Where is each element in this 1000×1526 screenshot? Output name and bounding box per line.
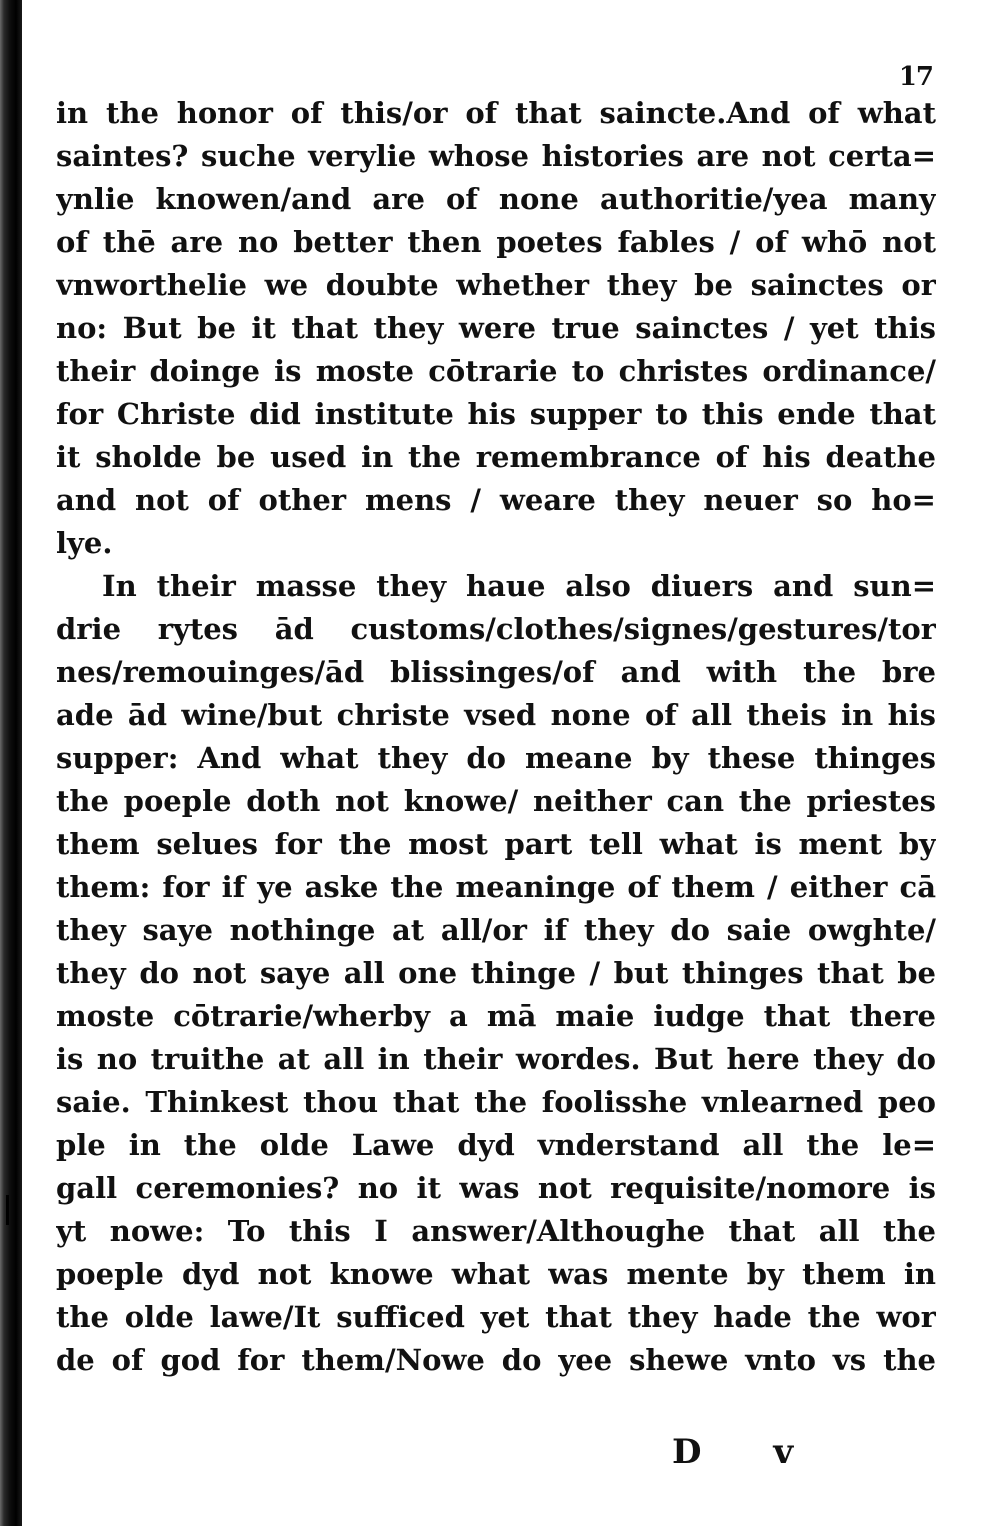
- text-line: drie rytes ād customs/clothes/signes/gestures/tor: [56, 612, 936, 646]
- text-line: the olde lawe/It sufficed yet that they hade the wor: [56, 1300, 936, 1334]
- text-line: gall ceremonies? no it was not requisite/nomore is: [56, 1171, 936, 1205]
- paragraph-end-line: lye.: [56, 526, 113, 560]
- text-line: in the honor of this/or of that saincte.And of what: [56, 96, 936, 130]
- text-line: ade ād wine/but christe vsed none of all theis in his: [56, 698, 936, 732]
- page-text: [56, 92, 936, 1382]
- text-line: saintes? suche verylie whose histories are not certa=: [56, 139, 936, 173]
- folio-number: 17: [898, 62, 933, 92]
- text-line: no: But be it that they were true sainctes / yet this: [56, 311, 936, 345]
- text-line: poeple dyd not knowe what was mente by them in: [56, 1257, 936, 1291]
- text-line: ple in the olde Lawe dyd vnderstand all the le=: [56, 1128, 936, 1162]
- text-line: ynlie knowen/and are of none authoritie/yea many: [56, 182, 936, 216]
- text-line: and not of other mens / weare they neuer so ho=: [56, 483, 936, 517]
- text-line: of thē are no better then poetes fables / of whō not: [56, 225, 936, 259]
- paragraph-start-line: In their masse they haue also diuers and sun=: [102, 569, 936, 603]
- text-line: they saye nothinge at all/or if they do saie owghte/: [56, 913, 936, 947]
- text-line: their doinge is moste cōtrarie to christes ordinance/: [56, 354, 936, 388]
- text-line: is no truithe at all in their wordes. But here they do: [56, 1042, 936, 1076]
- text-line: for Christe did institute his supper to this ende that: [56, 397, 936, 431]
- text-line: saie. Thinkest thou that the foolisshe vnlearned peo: [56, 1085, 936, 1119]
- text-line: them: for if ye aske the meaninge of them / either cā: [56, 870, 936, 904]
- gutter-mark: [6, 1195, 9, 1225]
- text-line: de of god for them/Nowe do yee shewe vnto vs the: [56, 1343, 936, 1377]
- binding-gutter: [0, 0, 22, 1526]
- text-line: they do not saye all one thinge / but thinges that be: [56, 956, 936, 990]
- signature-mark: D v: [672, 1432, 794, 1472]
- text-line: yt nowe: To this I answer/Althoughe that all the: [56, 1214, 936, 1248]
- text-line: it sholde be used in the remembrance of his deathe: [56, 440, 936, 474]
- text-line: vnworthelie we doubte whether they be sainctes or: [56, 268, 936, 302]
- text-line: the poeple doth not knowe/ neither can the priestes: [56, 784, 936, 818]
- text-line: them selues for the most part tell what is ment by: [56, 827, 936, 861]
- text-line: moste cōtrarie/wherby a mā maie iudge that there: [56, 999, 936, 1033]
- text-line: nes/remouinges/ād blissinges/of and with the bre: [56, 655, 936, 689]
- text-line: supper: And what they do meane by these thinges: [56, 741, 936, 775]
